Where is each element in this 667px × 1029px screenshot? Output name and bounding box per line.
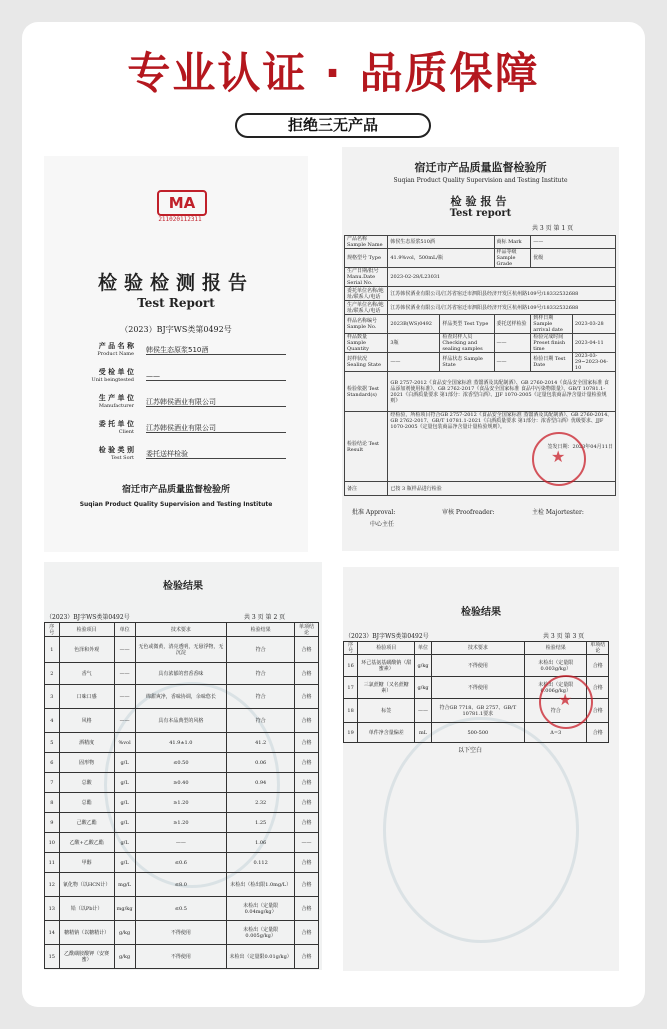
maker-label: 主检 Majortester: xyxy=(532,509,584,516)
results-right-report-no: （2023）BJ字WS类第0492号 xyxy=(345,633,429,640)
field-product-name: 产 品 名 称 Product Name 韩侯生态原浆510酒 xyxy=(76,342,296,364)
cover-title-en: Test Report xyxy=(137,296,215,310)
results-left-table: 序号 检验项目 单位 技术要求 检验结果 单项结论 1 色泽和外观 —— 无色或微黄，清亮透明，无悬浮物，无沉淀 符合 合格 2 香气 —— 具有浓郁的窖香香味 符合 合格 3 口味口感 —— 绵甜爽净，香味协调，余味悠长 符合 合格 4 风格 —— 具有本品典型的风格 符合 合格 5 酒精度 %vol 41.9±1.0 41.2 合格 6 固形物 g/L ≤0.50 0.06 合格 7 总酸 g/L ≥0.40 0.94 合格 8 总酯 g/L ≥1.20 2.32 合格 9 己酸乙酯 g/L ≥1.20 1.25 合格 10 乙酸+乙酸乙酯 g/L —— 1.06 —— 11 甲醇 g/L ≤0.6 0.112 合格 12 氰化物（以HCN计） mg/L ≤8.0 未检出（检出限1.0mg/L） 合格 13 铅（以Pb计） mg/kg ≤0.5 未检出（定量限0.04mg/kg） 合格 14 糖精钠（以糖精计） g/kg 不得使用 未检出（定量限0.005g/kg） 合格 15 乙酰磺胺酸钾（安赛蜜） g/kg 不得使用 未检出（定量限0.01g/kg） 合格 xyxy=(44,622,319,969)
report-institute-en: Suqian Product Quality Supervision and Testing Institute xyxy=(393,177,568,184)
results-title-left: 检验结果 xyxy=(163,581,203,592)
tagline-pill: 拒绝三无产品 xyxy=(235,113,431,138)
results-left-report-no: （2023）BJ字WS类第0492号 xyxy=(46,614,130,621)
field-unit-tested: 受 检 单 位 Unit beingtested —— xyxy=(76,368,296,390)
report-cover-photo xyxy=(44,156,308,552)
results-end-note: 以下空白 xyxy=(458,747,483,754)
field-test-sort: 检 验 类 别 Test Sort 委托送样检验 xyxy=(76,446,296,468)
results-page-2-photo xyxy=(44,562,322,970)
cma-logo: MA xyxy=(157,190,207,216)
results-right-page: 共 3 页 第 3 页 xyxy=(543,633,585,640)
report-page-1-photo xyxy=(342,147,619,551)
cover-institute-en: Suqian Product Quality Supervision and Testing Institute xyxy=(79,501,273,508)
page-headline: 专业认证 · 品质保障 xyxy=(127,49,540,99)
approval-role: 中心主任 xyxy=(370,521,395,528)
cover-title-cn: 检验检测报告 xyxy=(97,272,254,294)
report-info-table: 产品名称 Sample Name 韩侯生态原浆510酒 商标 Mark —— 规格型号 Type 41.9%vol，500mL/瓶 样品等级 Sample Grade 优级 生产日期/批号 Manu.Date Serial No. 2023-02-28/L23031 委托单位名称/地址/联系人/电话 江苏韩侯酒业有限公司/江苏省宿迁市泗阳县经济开发区杭州路109号/18332532688 生产单位名称/地址/联系人/电话 江苏韩侯酒业有限公司/江苏省宿迁市泗阳县经济开发区杭州路109号/18332532688 样品名称编号 Sample No. 2023B(WS)0492 样品类型 Test Type 委托送样检验 到样日期 Sample arrival date 2023-03-28 样品数量 Sample Quantity 3瓶 检查封样人员 Checking and sealing samples —— 检验完成时间 Preset finish time 2023-04-11 封样状况 Sealing State —— 样品状态 Sample State —— 检验日期 Test Date 2023-03-29~2023-04-10 检验依据 Test Standard(s) GB 2757-2012《食品安全国家标准 蒸馏酒及其配制酒》、GB 2760-2014《食品安全国家标准 食品添加剂使用标准》、GB 2762-2017《食品安全国家标准 食品中污染物限量》、GB/T 10781.1-2021《白酒质量要求 第1部分：浓香型白酒》、JJF 1070-2005《定量包装商品净含量计量检验规则》 检验结论 Test Result 经检验，所检项目符合GB 2757-2012《食品安全国家标准 蒸馏酒及其配制酒》、GB 2760-2014、GB 2762-2017、GB/T 10781.1-2021《白酒质量要求 第1部分：浓香型白酒》优级要求、JJF 1070-2005《定量包装商品净含量计量检验规则》。 签发日期：2023年04月11日 备注 已按 3 瓶样品进行检验 xyxy=(344,235,616,496)
report-title-en: Test report xyxy=(449,208,512,219)
report-institute-cn: 宿迁市产品质量监督检验所 xyxy=(414,161,547,174)
result-text: 经检验，所检项目符合GB 2757-2012《食品安全国家标准 蒸馏酒及其配制酒》、GB 2760-2014、GB 2762-2017、GB/T 10781.1-2021《白酒质量要求 第1部分：浓香型白酒》优级要求、JJF 1070-2005《定量包装商品净含量计量检验规则》。 xyxy=(390,412,613,430)
cover-report-number: （2023）BJ字WS类第0492号 xyxy=(120,325,232,334)
inspection-seal-stamp xyxy=(532,432,586,486)
approval-label: 批准 Approval: xyxy=(352,509,396,516)
cma-number: 211020112311 xyxy=(158,216,202,223)
field-manufacturer: 生 产 单 位 Manufacturer 江苏韩侯酒业有限公司 xyxy=(76,394,296,416)
results-left-page: 共 3 页 第 2 页 xyxy=(244,614,286,621)
results-title-right: 检验结果 xyxy=(461,607,501,618)
report-title-cn: 检验报告 xyxy=(450,195,511,208)
cover-institute-cn: 宿迁市产品质量监督检验所 xyxy=(121,485,230,495)
proofreader-label: 审核 Proofreader: xyxy=(442,509,495,516)
result-sign-date: 签发日期：2023年04月11日 xyxy=(547,444,613,450)
field-client: 委 托 单 位 Client 江苏韩侯酒业有限公司 xyxy=(76,420,296,442)
report-page-number: 共 3 页 第 1 页 xyxy=(532,225,574,232)
results-right-table: 序号 检验项目 单位 技术要求 检验结果 单项结论 16 环己基氨基磺酸钠（甜蜜素） g/kg 不得使用 未检出（定量限0.003g/kg） 合格 17 三氯蔗糖（又名蔗糖素） g/kg 不得使用 未检出（定量限0.006g/kg） 合格 18 标签 —— 符合GB 7718、GB 2757、GB/T 10781.1要求 符合 合格 19 单件净含量偏差 mL 500-500 Δ=3 合格 xyxy=(343,641,609,743)
results-page-3-photo xyxy=(343,567,619,971)
inspection-seal-stamp xyxy=(539,675,593,729)
